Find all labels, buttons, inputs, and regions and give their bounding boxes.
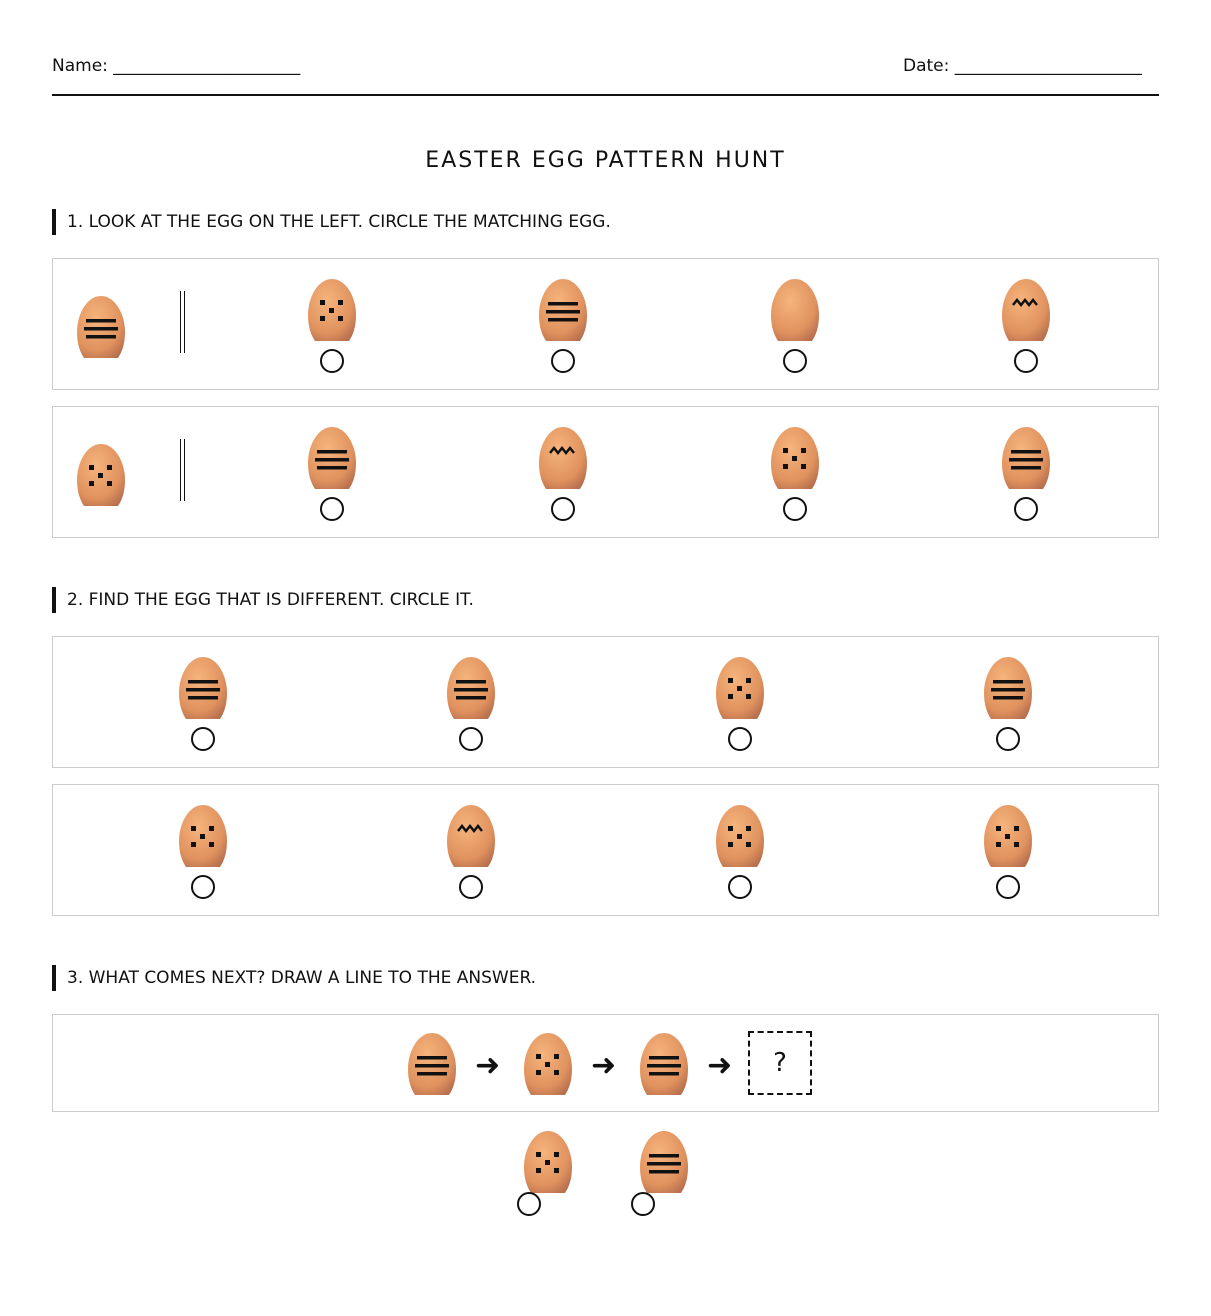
arrow-icon: ➜ bbox=[591, 1048, 617, 1083]
section-3-heading: 3. WHAT COMES NEXT? DRAW A LINE TO THE ANSWER. bbox=[52, 965, 536, 991]
egg-zigzag bbox=[447, 805, 495, 867]
sequence-egg-dots bbox=[524, 1033, 572, 1095]
answer-circle[interactable] bbox=[783, 349, 807, 373]
egg-dots bbox=[308, 279, 356, 341]
egg-stripes bbox=[447, 657, 495, 719]
egg-stripes bbox=[539, 279, 587, 341]
answer-egg-stripes bbox=[640, 1131, 688, 1193]
answer-circle[interactable] bbox=[551, 349, 575, 373]
answer-circle[interactable] bbox=[320, 497, 344, 521]
date-field[interactable]: Date: ______________________ bbox=[903, 56, 1142, 76]
section-2-heading: 2. FIND THE EGG THAT IS DIFFERENT. CIRCLE IT. bbox=[52, 587, 474, 613]
egg-dots bbox=[771, 427, 819, 489]
arrow-icon: ➜ bbox=[475, 1048, 501, 1083]
answer-circle[interactable] bbox=[320, 349, 344, 373]
egg-stripes bbox=[1002, 427, 1050, 489]
answer-egg-dots bbox=[524, 1131, 572, 1193]
answer-circle[interactable] bbox=[996, 875, 1020, 899]
egg-stripes bbox=[179, 657, 227, 719]
egg-stripes bbox=[984, 657, 1032, 719]
egg-stripes bbox=[308, 427, 356, 489]
header-divider bbox=[52, 94, 1159, 96]
answer-circle[interactable] bbox=[783, 497, 807, 521]
answer-circle[interactable] bbox=[459, 875, 483, 899]
name-field[interactable]: Name: ______________________ bbox=[52, 56, 301, 76]
page-title: EASTER EGG PATTERN HUNT bbox=[425, 148, 786, 173]
egg-dots bbox=[984, 805, 1032, 867]
answer-circle[interactable] bbox=[551, 497, 575, 521]
reference-egg-dots bbox=[77, 444, 125, 506]
sequence-egg-stripes bbox=[408, 1033, 456, 1095]
divider bbox=[180, 291, 185, 353]
answer-circle[interactable] bbox=[191, 727, 215, 751]
answer-circle[interactable] bbox=[728, 875, 752, 899]
answer-circle[interactable] bbox=[1014, 349, 1038, 373]
answer-circle[interactable] bbox=[631, 1192, 655, 1216]
answer-circle[interactable] bbox=[996, 727, 1020, 751]
arrow-icon: ➜ bbox=[707, 1048, 733, 1083]
egg-zigzag bbox=[539, 427, 587, 489]
egg-zigzag bbox=[1002, 279, 1050, 341]
section-1-heading: 1. LOOK AT THE EGG ON THE LEFT. CIRCLE THE MATCHING EGG. bbox=[52, 209, 611, 235]
divider bbox=[180, 439, 185, 501]
egg-dots bbox=[716, 805, 764, 867]
answer-circle[interactable] bbox=[1014, 497, 1038, 521]
reference-egg-stripes bbox=[77, 296, 125, 358]
sequence-egg-stripes bbox=[640, 1033, 688, 1095]
unknown-answer-box: ? bbox=[748, 1031, 812, 1095]
answer-circle[interactable] bbox=[517, 1192, 541, 1216]
egg-dots bbox=[716, 657, 764, 719]
answer-circle[interactable] bbox=[459, 727, 483, 751]
answer-circle[interactable] bbox=[728, 727, 752, 751]
egg-plain bbox=[771, 279, 819, 341]
match-row-2 bbox=[52, 406, 1159, 538]
egg-dots bbox=[179, 805, 227, 867]
answer-circle[interactable] bbox=[191, 875, 215, 899]
match-row-1 bbox=[52, 258, 1159, 390]
